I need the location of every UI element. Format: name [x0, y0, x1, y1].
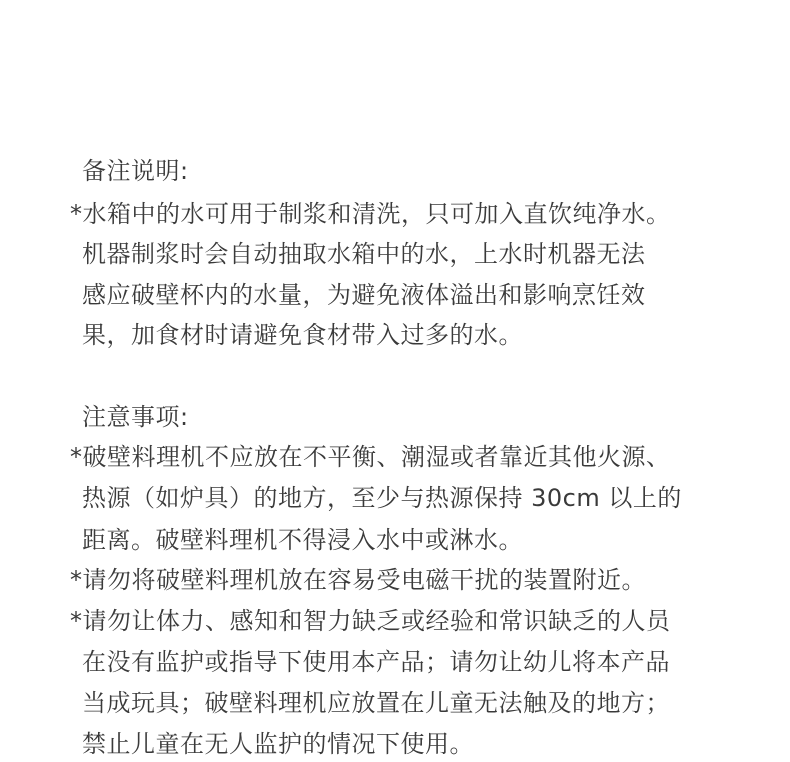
cautions-line: *破壁料理机不应放在不平衡、潮湿或者靠近其他火源、 — [70, 443, 671, 471]
cautions-line: 在没有监护或指导下使用本产品；请勿让幼儿将本产品 — [82, 648, 670, 676]
cautions-line: *请勿将破壁料理机放在容易受电磁干扰的装置附近。 — [70, 566, 646, 594]
cautions-line: 当成玩具；破壁料理机应放置在儿童无法触及的地方； — [82, 689, 670, 717]
cautions-heading: 注意事项: — [82, 403, 189, 431]
notes-line: 感应破壁杯内的水量，为避免液体溢出和影响烹饪效 — [82, 281, 646, 309]
notes-line: *水箱中的水可用于制浆和清洗，只可加入直饮纯净水。 — [70, 200, 671, 228]
cautions-line: *请勿让体力、感知和智力缺乏或经验和常识缺乏的人员 — [70, 607, 671, 635]
notes-line: 果，加食材时请避免食材带入过多的水。 — [82, 321, 523, 349]
cautions-line: 禁止儿童在无人监护的情况下使用。 — [82, 730, 474, 758]
notes-heading: 备注说明: — [82, 157, 189, 185]
notes-line: 机器制浆时会自动抽取水箱中的水，上水时机器无法 — [82, 240, 646, 268]
cautions-line: 热源（如炉具）的地方，至少与热源保持 30cm 以上的 — [82, 484, 682, 512]
cautions-line: 距离。破壁料理机不得浸入水中或淋水。 — [82, 526, 523, 554]
